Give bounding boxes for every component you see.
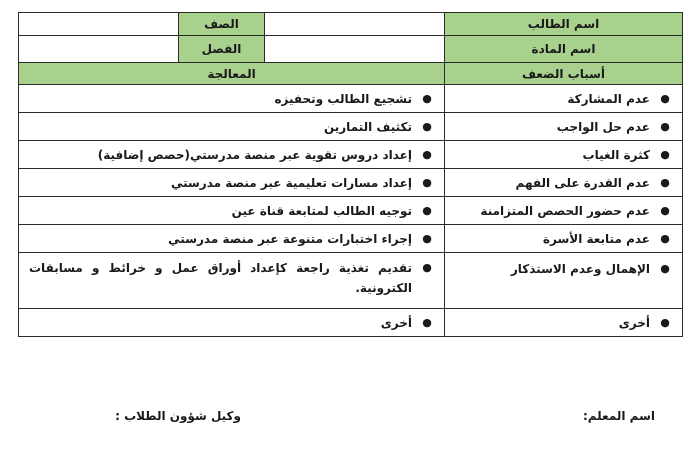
class-label: الصف (178, 13, 264, 35)
remedy-text: تشجيع الطالب وتحفيزه (274, 91, 412, 106)
cause-text: أخرى (618, 315, 650, 330)
remedy-text: إعداد دروس تقوية عبر منصة مدرستي(حصص إضافية) (97, 147, 412, 162)
bullet-icon: ● (422, 231, 432, 245)
remedy-text: تكثيف التمارين (323, 119, 412, 134)
bullet-icon: ● (660, 119, 670, 133)
teacher-name-label: اسم المعلم: (582, 409, 655, 423)
table-row (19, 85, 683, 113)
section-value[interactable] (19, 36, 178, 62)
student-name-value[interactable] (264, 13, 444, 35)
cause-text: عدم المشاركة (567, 91, 650, 106)
student-affairs-agent-label: وكيل شؤون الطلاب : (115, 409, 241, 423)
weakness-header: أسباب الضعف (445, 63, 683, 85)
bullet-icon: ● (422, 119, 432, 133)
bullet-icon: ● (660, 203, 670, 217)
table-row (19, 197, 683, 225)
cause-text: كثرة الغياب (582, 147, 650, 162)
section-label: الفصل (178, 36, 264, 62)
student-name-label: اسم الطالب (445, 13, 683, 36)
subject-info-cells (19, 36, 445, 63)
subject-name-label: اسم المادة (445, 36, 683, 63)
remedy-text: تقديم تغذية راجعة كإعداد أوراق عمل و خرائط و مسابقات الكترونية. (29, 261, 412, 295)
cause-text: عدم متابعة الأسرة (542, 231, 650, 246)
bullet-icon: ● (422, 203, 432, 217)
cause-text: الإهمال وعدم الاستذكار (510, 262, 650, 276)
remedy-text: إعداد مسارات تعليمية عبر منصة مدرستي (170, 175, 412, 190)
bullet-icon: ● (660, 147, 670, 161)
bullet-icon: ● (660, 315, 670, 329)
table-row (19, 225, 683, 253)
treatment-plan-table (18, 12, 683, 337)
bullet-icon: ● (660, 91, 670, 105)
bullet-icon: ● (660, 231, 670, 245)
treatment-header: المعالجة (19, 63, 445, 85)
bullet-icon: ● (660, 262, 670, 275)
class-value[interactable] (19, 13, 178, 35)
table-row (19, 169, 683, 197)
bullet-icon: ● (422, 315, 432, 329)
remedy-text: إجراء اختبارات متنوعة عبر منصة مدرستي (168, 231, 412, 246)
table-row (19, 141, 683, 169)
cause-text: عدم حل الواجب (556, 119, 650, 134)
bullet-icon: ● (422, 147, 432, 161)
student-info-cells (19, 13, 445, 36)
subject-name-value[interactable] (264, 36, 444, 62)
cause-text: عدم حضور الحصص المتزامنة (480, 203, 650, 218)
table-row (19, 309, 683, 337)
remedy-text: أخرى (380, 315, 412, 330)
bullet-icon: ● (422, 91, 432, 105)
bullet-icon: ● (422, 175, 432, 189)
bullet-icon: ● (660, 175, 670, 189)
cause-text: عدم القدرة على الفهم (515, 175, 650, 190)
table-row (19, 113, 683, 141)
remedy-text: توجيه الطالب لمتابعة قناة عين (231, 203, 412, 218)
table-row (19, 253, 683, 309)
bullet-icon: ● (422, 261, 432, 274)
